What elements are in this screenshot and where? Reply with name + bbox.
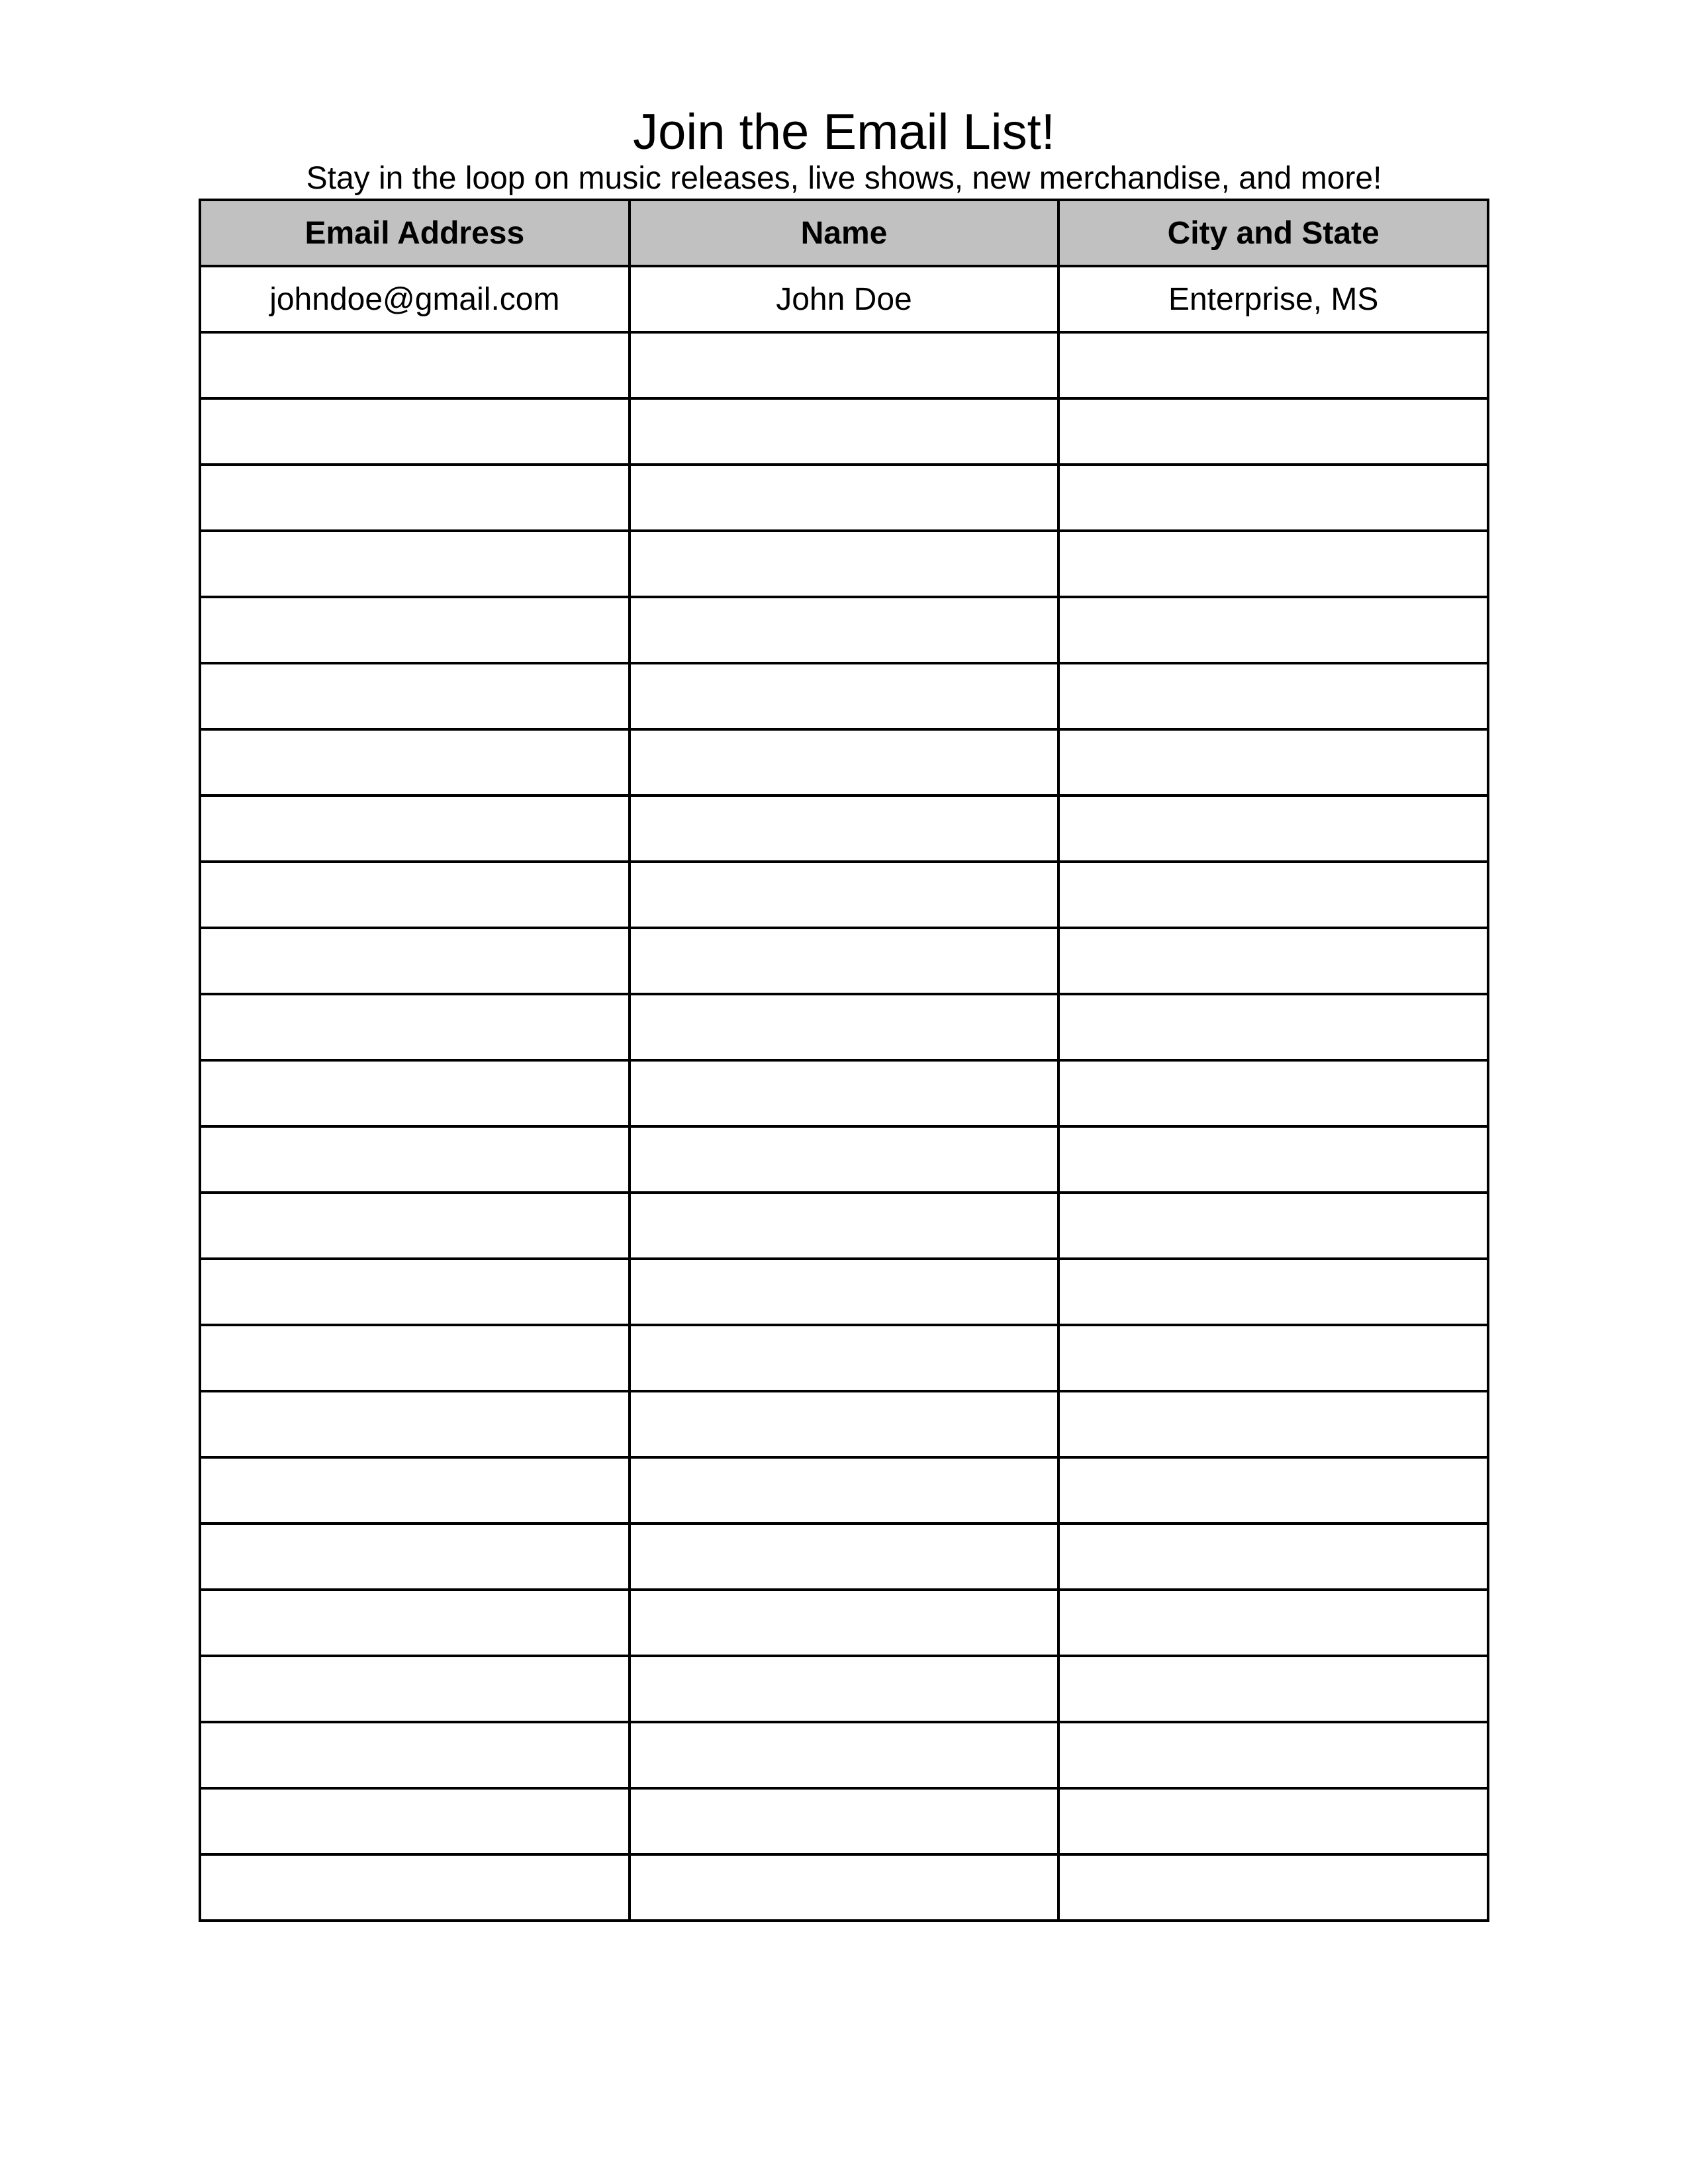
cell-email[interactable] [200, 1524, 630, 1590]
cell-city-state[interactable] [1058, 332, 1488, 398]
cell-city-state[interactable] [1058, 1788, 1488, 1854]
cell-name[interactable] [630, 1060, 1059, 1126]
cell-city-state[interactable]: Enterprise, MS [1058, 266, 1488, 332]
cell-name[interactable] [630, 597, 1059, 663]
cell-city-state[interactable] [1058, 1854, 1488, 1921]
cell-city-state[interactable] [1058, 994, 1488, 1060]
cell-city-state[interactable] [1058, 1060, 1488, 1126]
cell-city-state[interactable] [1058, 1656, 1488, 1722]
cell-city-state[interactable] [1058, 729, 1488, 796]
table-row [200, 1524, 1488, 1590]
column-header-name: Name [630, 200, 1059, 266]
cell-name[interactable]: John Doe [630, 266, 1059, 332]
table-row [200, 1656, 1488, 1722]
cell-city-state[interactable] [1058, 1325, 1488, 1391]
cell-name[interactable] [630, 1656, 1059, 1722]
page-subtitle: Stay in the loop on music releases, live shows, new merchandise, and more! [306, 161, 1382, 196]
table-row [200, 1126, 1488, 1193]
cell-name[interactable] [630, 1854, 1059, 1921]
table-row [200, 465, 1488, 531]
column-header-city-state: City and State [1058, 200, 1488, 266]
cell-city-state[interactable] [1058, 1193, 1488, 1259]
cell-city-state[interactable] [1058, 1524, 1488, 1590]
table-row [200, 928, 1488, 994]
table-row [200, 266, 1488, 332]
cell-name[interactable] [630, 1788, 1059, 1854]
cell-city-state[interactable] [1058, 1722, 1488, 1788]
cell-name[interactable] [630, 1259, 1059, 1325]
cell-name[interactable] [630, 332, 1059, 398]
cell-city-state[interactable] [1058, 796, 1488, 862]
cell-name[interactable] [630, 1391, 1059, 1457]
cell-email[interactable] [200, 729, 630, 796]
cell-name[interactable] [630, 1722, 1059, 1788]
cell-email[interactable] [200, 994, 630, 1060]
cell-name[interactable] [630, 1524, 1059, 1590]
cell-email[interactable] [200, 1391, 630, 1457]
cell-email[interactable] [200, 465, 630, 531]
table-row [200, 1590, 1488, 1656]
table-row [200, 1457, 1488, 1524]
table-row [200, 729, 1488, 796]
table-row [200, 1788, 1488, 1854]
cell-email[interactable] [200, 398, 630, 465]
cell-name[interactable] [630, 465, 1059, 531]
cell-city-state[interactable] [1058, 1457, 1488, 1524]
cell-city-state[interactable] [1058, 1590, 1488, 1656]
cell-city-state[interactable] [1058, 465, 1488, 531]
table-row [200, 1259, 1488, 1325]
table-row [200, 1060, 1488, 1126]
table-row [200, 994, 1488, 1060]
cell-email[interactable] [200, 1590, 630, 1656]
cell-name[interactable] [630, 1457, 1059, 1524]
table-row [200, 1854, 1488, 1921]
cell-email[interactable] [200, 1788, 630, 1854]
table-row [200, 597, 1488, 663]
cell-city-state[interactable] [1058, 531, 1488, 597]
table-row [200, 531, 1488, 597]
cell-name[interactable] [630, 796, 1059, 862]
page-title: Join the Email List! [633, 104, 1055, 160]
cell-name[interactable] [630, 1325, 1059, 1391]
cell-city-state[interactable] [1058, 1259, 1488, 1325]
cell-email[interactable] [200, 862, 630, 928]
table-row [200, 1193, 1488, 1259]
table-row [200, 796, 1488, 862]
cell-name[interactable] [630, 994, 1059, 1060]
cell-email[interactable] [200, 1193, 630, 1259]
table-row [200, 1722, 1488, 1788]
cell-email[interactable] [200, 531, 630, 597]
cell-city-state[interactable] [1058, 663, 1488, 729]
cell-name[interactable] [630, 398, 1059, 465]
signup-table-body [200, 266, 1488, 1921]
cell-city-state[interactable] [1058, 1391, 1488, 1457]
cell-city-state[interactable] [1058, 1126, 1488, 1193]
cell-email[interactable] [200, 332, 630, 398]
cell-name[interactable] [630, 531, 1059, 597]
cell-name[interactable] [630, 1590, 1059, 1656]
cell-name[interactable] [630, 663, 1059, 729]
cell-name[interactable] [630, 928, 1059, 994]
table-row [200, 663, 1488, 729]
cell-email[interactable] [200, 1457, 630, 1524]
cell-email[interactable] [200, 1325, 630, 1391]
cell-city-state[interactable] [1058, 862, 1488, 928]
cell-city-state[interactable] [1058, 398, 1488, 465]
cell-name[interactable] [630, 1126, 1059, 1193]
table-row [200, 862, 1488, 928]
table-row [200, 398, 1488, 465]
table-row [200, 1325, 1488, 1391]
cell-email[interactable]: johndoe@gmail.com [200, 266, 630, 332]
table-header-row [200, 200, 1488, 266]
cell-email[interactable] [200, 1126, 630, 1193]
cell-email[interactable] [200, 1656, 630, 1722]
cell-email[interactable] [200, 1722, 630, 1788]
signup-table [199, 199, 1489, 1922]
cell-name[interactable] [630, 729, 1059, 796]
cell-city-state[interactable] [1058, 928, 1488, 994]
cell-email[interactable] [200, 1259, 630, 1325]
cell-email[interactable] [200, 1854, 630, 1921]
cell-name[interactable] [630, 1193, 1059, 1259]
column-header-email: Email Address [200, 200, 630, 266]
table-row [200, 1391, 1488, 1457]
cell-email[interactable] [200, 796, 630, 862]
cell-email[interactable] [200, 1060, 630, 1126]
cell-name[interactable] [630, 862, 1059, 928]
table-row [200, 332, 1488, 398]
cell-email[interactable] [200, 928, 630, 994]
cell-email[interactable] [200, 663, 630, 729]
cell-email[interactable] [200, 597, 630, 663]
cell-city-state[interactable] [1058, 597, 1488, 663]
